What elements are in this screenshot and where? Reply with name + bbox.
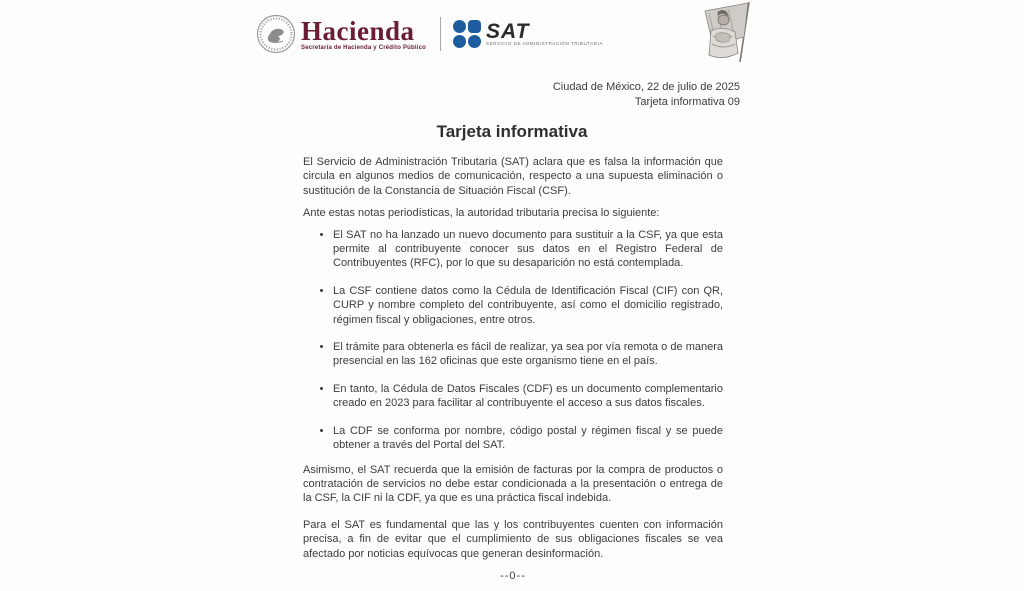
- hacienda-subtitle: Secretaría de Hacienda y Crédito Público: [301, 44, 427, 51]
- bullet-item: • La CSF contiene datos como la Cédula de Identificación Fiscal (CIF) con QR, CURP y nombre completo del contribuyente, así como el domicilio registrado, régimen fiscal y obligaciones, entre otros.: [333, 284, 723, 327]
- document-header: [256, 10, 603, 58]
- bullet-item: • La CDF se conforma por nombre, código postal y régimen fiscal y se puede obtener a través del Portal del SAT.: [333, 424, 723, 453]
- bullet-item: • En tanto, la Cédula de Datos Fiscales (CDF) es un documento complementario creado en 2023 para facilitar al contribuyente el acceso a sus datos fiscales.: [333, 382, 723, 411]
- hacienda-eagle-seal-icon: [256, 14, 296, 54]
- sat-logo: [453, 20, 603, 48]
- closing-paragraph-1: Asimismo, el SAT recuerda que la emisión de facturas por la compra de productos o contratación de servicios no debe estar condicionada a la presentación o entrega de la CSF, la CIF ni la CDF, ya que es una práctica fiscal indebida.: [303, 463, 723, 505]
- dateline-location-date: Ciudad de México, 22 de julio de 2025: [552, 81, 740, 93]
- sat-subtitle: SERVICIO DE ADMINISTRACIÓN TRIBUTARIA: [486, 41, 603, 46]
- bullet-item: • El trámite para obtenerla es fácil de realizar, ya sea por vía remota o de manera presencial en las 162 oficinas que este organismo tiene en el país.: [333, 340, 723, 369]
- page-title: Tarjeta informativa: [436, 122, 588, 141]
- bullet-item: • El SAT no ha lanzado un nuevo documento para sustituir a la CSF, ya que esta permite al contribuyente conocer sus datos en el Registro Federal de Contribuyentes (RFC), por lo que su desaparición no está contemplada.: [333, 228, 723, 271]
- intro-paragraph-1: El Servicio de Administración Tributaria (SAT) aclara que es falsa la información que circula en algunos medios de comunicación, respecto a una supuesta eliminación o sustitución de la Constancia de Situación Fiscal (CSF).: [303, 156, 723, 197]
- end-mark: --0--: [500, 569, 526, 582]
- flag-bearer-emblem-icon: [683, 0, 759, 64]
- hacienda-logo: [301, 15, 427, 51]
- hacienda-wordmark: Hacienda: [301, 15, 415, 46]
- sat-wordmark: SAT: [486, 20, 530, 43]
- dateline: [553, 80, 740, 110]
- intro-paragraph-2: Ante estas notas periodísticas, la autoridad tributaria precisa lo siguiente:: [303, 207, 660, 220]
- logo-divider: [440, 17, 441, 51]
- closing-paragraph-2: Para el SAT es fundamental que las y los contribuyentes cuenten con información precisa, a fin de evitar que el cumplimiento de sus obligaciones fiscales se vea afectado por noticias equívocas que generan desinformación.: [303, 518, 723, 560]
- bullet-list: [303, 228, 723, 453]
- document-body: [303, 155, 723, 583]
- dateline-card-number: Tarjeta informativa 09: [634, 96, 740, 108]
- sat-dots-icon: [453, 20, 481, 48]
